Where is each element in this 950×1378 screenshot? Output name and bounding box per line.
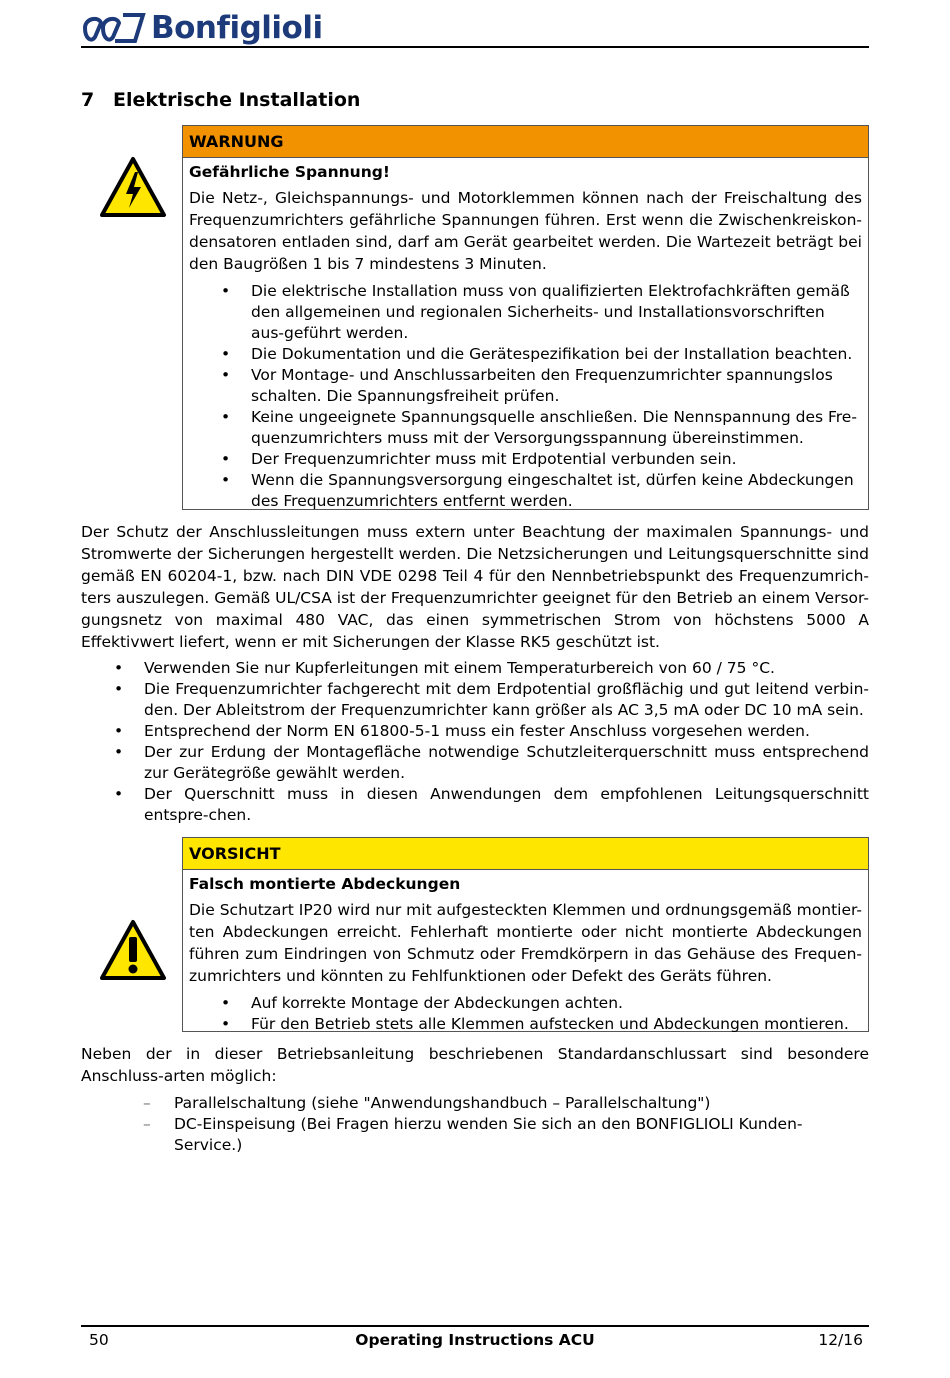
caution-subtitle: Falsch montierte Abdeckungen — [189, 875, 461, 893]
bonfiglioli-logo — [81, 10, 323, 46]
list-item: – Parallelschaltung (siehe "Anwendungshandbuch – Parallelschaltung") — [143, 1094, 711, 1112]
warning-label: WARNUNG — [183, 126, 868, 158]
document-date: 12/16 — [818, 1331, 863, 1349]
caution-label: VORSICHT — [183, 838, 868, 870]
list-item: – DC-Einspeisung (Bei Fragen hierzu wenden Sie sich an den BONFIGLIOLI Kunden-Service.) — [143, 1115, 803, 1154]
list-item: • Vor Montage- und Anschlussarbeiten den Frequenzumrichter spannungslos schalten. Die Spannungsfreiheit prüfen. — [221, 366, 833, 405]
list-item: • Der Frequenzumrichter muss mit Erdpotential verbunden sein. — [221, 450, 737, 468]
document-title: Operating Instructions ACU — [355, 1331, 595, 1349]
chapter-heading — [81, 89, 360, 111]
logo-mark-icon — [81, 11, 147, 45]
caution-list — [183, 987, 868, 1035]
list-item: • Die elektrische Installation muss von qualifizierten Elektrofachkräften gemäß den allgemeinen und regionalen Sicherheits- und Installationsvorschriften aus-geführt werden. — [221, 282, 850, 342]
warning-body: Die Netz-, Gleichspannungs- und Motorklemmen können nach der Freischaltung des Frequenzumrichters gefährliche Spannungen führen. Erst wenn die Zwischenkreiskon-densatoren entladen sind, darf am Gerät gearbeitet werden. Die Wartezeit beträgt bei den Baugrößen 1 bis 7 mindestens 3 Minuten. — [189, 189, 862, 273]
high-voltage-warning-icon — [99, 156, 167, 218]
list-item: • Entsprechend der Norm EN 61800-5-1 muss ein fester Anschluss vorgesehen werden. — [114, 722, 810, 740]
warning-subtitle: Gefährliche Spannung! — [189, 163, 390, 181]
page-header — [81, 8, 869, 48]
paragraph-fuses: Der Schutz der Anschlussleitungen muss extern unter Beachtung der maximalen Spannungs- und Stromwerte der Sicherungen hergestellt werden. Die Netzsicherungen und Leitungsquerschnitte sind gemäß EN 60204-1, bzw. nach DIN VDE 0298 Teil 4 für den Nennbetriebspunkt des Frequenzumrich-ters auszulegen. Gemäß UL/CSA ist der Frequenzumrichter geeignet für den Betrieb an einem Versor-gungsnetz von maximal 480 VAC, das einen symmetrischen Strom von höchstens 5000 A Effektivwert liefert, wenn er mit Sicherungen der Klasse RK5 geschützt ist. — [81, 523, 869, 651]
caution-exclamation-icon — [99, 919, 167, 981]
page-footer — [81, 1325, 869, 1355]
list-item: • Der zur Erdung der Montagefläche notwendige Schutzleiterquerschnitt muss entsprechend zur Gerätegröße gewählt werden. — [114, 743, 869, 782]
caution-box — [182, 837, 869, 1032]
caution-body: Die Schutzart IP20 wird nur mit aufgesteckten Klemmen und ordnungsgemäß montier-ten Abdeckungen erreicht. Fehlerhaft montierte oder nicht montierte Abdeckungen führen zum Eindringen von Schmutz oder Fremdkörpern in das Gehäuse des Frequen-zumrichters und könnten zu Fehlfunktionen oder Defekt des Geräts führen. — [189, 901, 862, 985]
list-item: • Auf korrekte Montage der Abdeckungen achten. — [221, 994, 623, 1012]
list-item: • Die Dokumentation und die Gerätespezifikation bei der Installation beachten. — [221, 345, 853, 363]
list-item: • Keine ungeeignete Spannungsquelle anschließen. Die Nennspannung des Fre-quenzumrichters muss mit der Versorgungsspannung übereinstimmen. — [221, 408, 857, 447]
list-item: • Für den Betrieb stets alle Klemmen aufstecken und Abdeckungen montieren. — [221, 1015, 849, 1033]
list-item: • Verwenden Sie nur Kupferleitungen mit einem Temperaturbereich von 60 / 75 °C. — [114, 659, 775, 677]
list-item: • Die Frequenzumrichter fachgerecht mit dem Erdpotential großflächig und gut leitend verbin-den. Der Ableitstrom der Frequenzumrichter kann größer als AC 3,5 mA oder DC 10 mA sein. — [114, 680, 869, 719]
chapter-number: 7 — [81, 89, 95, 111]
paragraph-connection-types: Neben der in dieser Betriebsanleitung beschriebenen Standardanschlussart sind besondere Anschluss-arten möglich: — [81, 1045, 869, 1085]
page-number: 50 — [89, 1331, 109, 1349]
warning-list — [183, 275, 868, 512]
connection-types-list — [81, 1093, 869, 1156]
chapter-title: Elektrische Installation — [113, 89, 361, 111]
warning-box — [182, 125, 869, 510]
installation-list — [81, 658, 869, 826]
logo-text: Bonfiglioli — [151, 10, 323, 46]
list-item: • Wenn die Spannungsversorgung eingeschaltet ist, dürfen keine Abdeckungen des Frequenzumrichters entfernt werden. — [221, 471, 854, 510]
list-item: • Der Querschnitt muss in diesen Anwendungen dem empfohlenen Leitungsquerschnitt entspre-chen. — [114, 785, 869, 824]
